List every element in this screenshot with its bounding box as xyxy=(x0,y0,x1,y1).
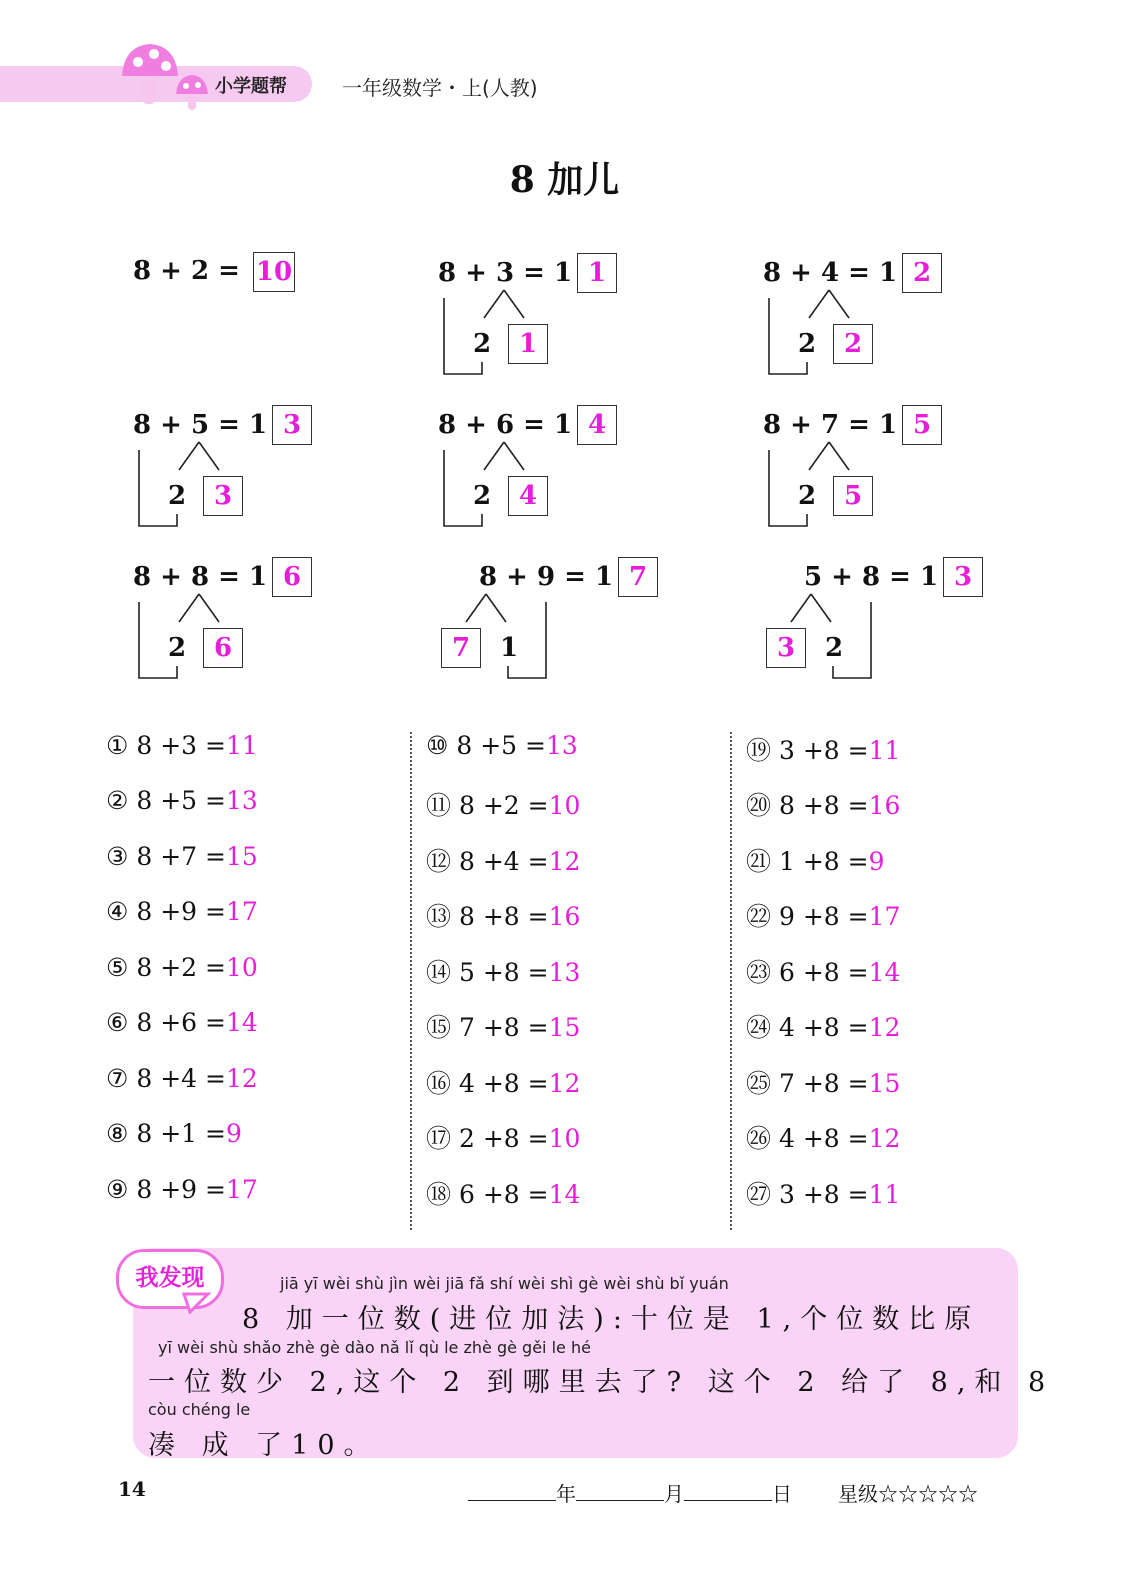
answer-box: 3 xyxy=(943,557,983,597)
date-line: 年 月 日 xyxy=(468,1478,792,1507)
split-left: 2 xyxy=(168,481,187,511)
discover-text: 8 加一位数(进位加法):十位是 1,个位数比原 xyxy=(242,1304,981,1335)
discover-badge: 我发现 xyxy=(116,1249,224,1309)
exercise-item: ② 8 +5 =13 xyxy=(106,786,258,815)
answer-box: 2 xyxy=(902,253,942,293)
split-left: 2 xyxy=(798,329,817,359)
split-left-box: 7 xyxy=(441,628,481,668)
answer-box: 3 xyxy=(272,405,312,445)
exercise-item: ⑲ 3 +8 =11 xyxy=(746,736,901,765)
exercise-item: ⑤ 8 +2 =10 xyxy=(106,953,258,982)
exercise-item: ⑬ 8 +8 =16 xyxy=(426,902,581,931)
exercise-item: ㉗ 3 +8 =11 xyxy=(746,1180,901,1209)
page-title: 8 加儿 xyxy=(509,159,620,201)
exercise-item: ㉑ 1 +8 =9 xyxy=(746,847,885,876)
exercise-item: ㉔ 4 +8 =12 xyxy=(746,1013,901,1042)
answer-box: 10 xyxy=(253,252,295,292)
discover-text: 一位数少 2,这个 2 到哪里去了? 这个 2 给了 8,和 8 xyxy=(148,1367,1055,1398)
exercise-item: ③ 8 +7 =15 xyxy=(106,842,258,871)
problem-expression: 8 + 9 = 1 xyxy=(479,562,614,592)
exercise-item: ⑯ 4 +8 =12 xyxy=(426,1069,581,1098)
exercise-item: ⑫ 8 +4 =12 xyxy=(426,847,581,876)
exercise-item: ⑮ 7 +8 =15 xyxy=(426,1013,581,1042)
split-left: 2 xyxy=(798,481,817,511)
split-right-box: 5 xyxy=(833,476,873,516)
discover-text: 凑 成 了10。 xyxy=(148,1430,380,1461)
split-left: 2 xyxy=(473,481,492,511)
pinyin-line: yī wèi shù shǎo zhè gè dào nǎ lǐ qù le zhè gè gěi le hé xyxy=(158,1338,591,1357)
header-tab: 小学题帮 xyxy=(215,76,287,97)
split-left: 2 xyxy=(473,329,492,359)
problem-expression: 5 + 8 = 1 xyxy=(804,562,939,592)
exercise-item: ① 8 +3 =11 xyxy=(106,731,258,760)
exercise-item: ⑨ 8 +9 =17 xyxy=(106,1175,258,1204)
problem-expression: 8 + 6 = 1 xyxy=(438,410,573,440)
exercise-item: ㉖ 4 +8 =12 xyxy=(746,1124,901,1153)
pinyin-line: còu chéng le xyxy=(148,1400,251,1419)
split-left: 2 xyxy=(168,633,187,663)
exercise-item: ⑳ 8 +8 =16 xyxy=(746,791,901,820)
answer-box: 5 xyxy=(902,405,942,445)
speech-tail-icon xyxy=(182,1292,212,1314)
column-divider xyxy=(410,732,412,1230)
exercise-item: ⑰ 2 +8 =10 xyxy=(426,1124,581,1153)
answer-box: 7 xyxy=(618,557,658,597)
problem-expression: 8 + 3 = 1 xyxy=(438,258,573,288)
exercise-item: ④ 8 +9 =17 xyxy=(106,897,258,926)
exercise-item: ⑥ 8 +6 =14 xyxy=(106,1008,258,1037)
answer-box: 1 xyxy=(577,253,617,293)
page-number: 14 xyxy=(118,1477,146,1501)
exercise-item: ⑱ 6 +8 =14 xyxy=(426,1180,581,1209)
split-right-box: 6 xyxy=(203,628,243,668)
split-right-box: 1 xyxy=(508,324,548,364)
problem-expression: 8 + 2 = xyxy=(133,256,240,286)
exercise-item: ㉓ 6 +8 =14 xyxy=(746,958,901,987)
exercise-item: ⑭ 5 +8 =13 xyxy=(426,958,581,987)
exercise-item: ⑪ 8 +2 =10 xyxy=(426,791,581,820)
exercise-item: ⑧ 8 +1 =9 xyxy=(106,1119,242,1148)
exercise-item: ⑩ 8 +5 =13 xyxy=(426,731,578,760)
problem-expression: 8 + 5 = 1 xyxy=(133,410,268,440)
split-right-box: 2 xyxy=(833,324,873,364)
exercise-item: ㉕ 7 +8 =15 xyxy=(746,1069,901,1098)
split-right-box: 4 xyxy=(508,476,548,516)
pinyin-line: jiā yī wèi shù jìn wèi jiā fǎ shí wèi shì gè wèi shù bǐ yuán xyxy=(280,1274,729,1293)
column-divider xyxy=(730,732,732,1230)
header-title: 一年级数学・上(人教) xyxy=(342,76,538,100)
problem-expression: 8 + 8 = 1 xyxy=(133,562,268,592)
exercise-item: ㉒ 9 +8 =17 xyxy=(746,902,901,931)
exercise-item: ⑦ 8 +4 =12 xyxy=(106,1064,258,1093)
split-right: 2 xyxy=(825,633,844,663)
mushroom-icon xyxy=(118,40,218,112)
problem-expression: 8 + 4 = 1 xyxy=(763,258,898,288)
problem-expression: 8 + 7 = 1 xyxy=(763,410,898,440)
split-left-box: 3 xyxy=(766,628,806,668)
star-rating: 星级☆☆☆☆☆ xyxy=(838,1482,978,1506)
split-right: 1 xyxy=(500,633,519,663)
answer-box: 4 xyxy=(577,405,617,445)
answer-box: 6 xyxy=(272,557,312,597)
split-right-box: 3 xyxy=(203,476,243,516)
